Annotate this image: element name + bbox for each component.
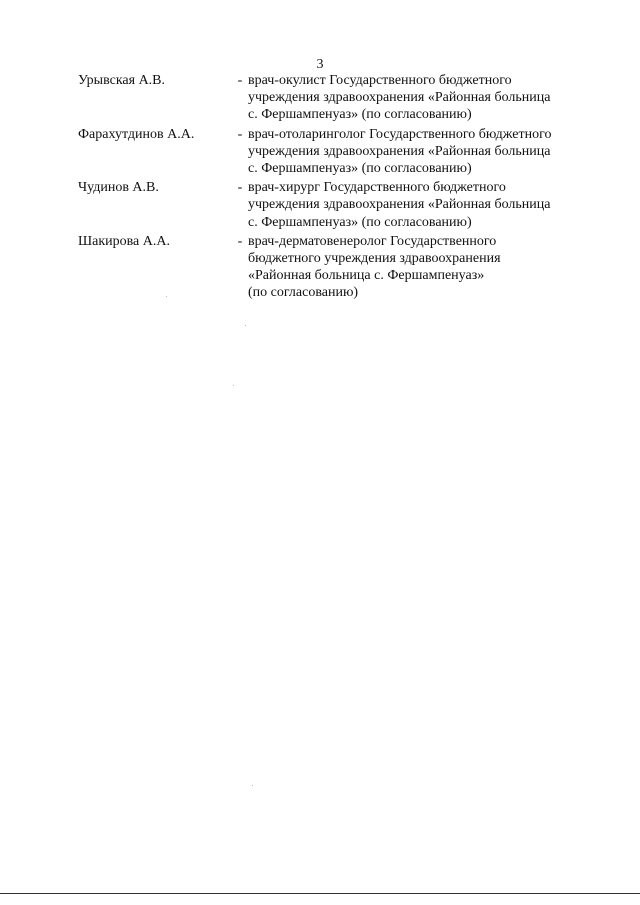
position-line: врач-отоларинголог Государственного бюджетного <box>248 126 552 142</box>
member-position <box>248 72 586 124</box>
member-entry <box>78 72 586 124</box>
entry-dash: - <box>237 73 243 88</box>
entry-dash: - <box>237 233 243 249</box>
position-line: врач-дерматовенеролог Государственного <box>248 233 497 249</box>
position-line: с. Фершампенуаз» (по согласованию) <box>248 214 472 230</box>
member-entry <box>78 179 586 231</box>
member-entry <box>78 126 586 178</box>
member-position <box>248 179 586 231</box>
position-line: «Районная больница с. Фершампенуаз» <box>248 268 485 284</box>
page-number: 3 <box>316 57 324 72</box>
scan-speck <box>233 385 234 386</box>
member-list <box>78 72 586 302</box>
scan-speck <box>252 785 253 786</box>
position-line: с. Фершампенуаз» (по согласованию) <box>248 161 472 177</box>
position-line: бюджетного учреждения здравоохранения <box>248 251 501 267</box>
position-line: учреждения здравоохранения «Районная больница <box>248 143 551 159</box>
position-line: (по согласованию) <box>248 285 359 301</box>
entry-dash: - <box>237 126 243 142</box>
member-position <box>248 233 586 302</box>
entry-dash: - <box>237 180 243 196</box>
scan-speck <box>245 325 246 326</box>
position-line: учреждения здравоохранения «Районная больница <box>248 90 551 106</box>
member-position <box>248 126 586 178</box>
member-entry <box>78 233 586 302</box>
member-name: Шакирова А.А. <box>78 233 170 249</box>
member-name: Урывская А.В. <box>78 73 166 88</box>
position-line: врач-окулист Государственного бюджетного <box>248 73 512 88</box>
page-bottom-edge <box>0 893 640 894</box>
member-name: Фарахутдинов А.А. <box>78 126 195 142</box>
member-name: Чудинов А.В. <box>78 180 159 196</box>
position-line: врач-хирург Государственного бюджетного <box>248 180 506 196</box>
position-line: с. Фершампенуаз» (по согласованию) <box>248 107 472 123</box>
position-line: учреждения здравоохранения «Районная больница <box>248 197 551 213</box>
scan-speck <box>166 296 167 297</box>
